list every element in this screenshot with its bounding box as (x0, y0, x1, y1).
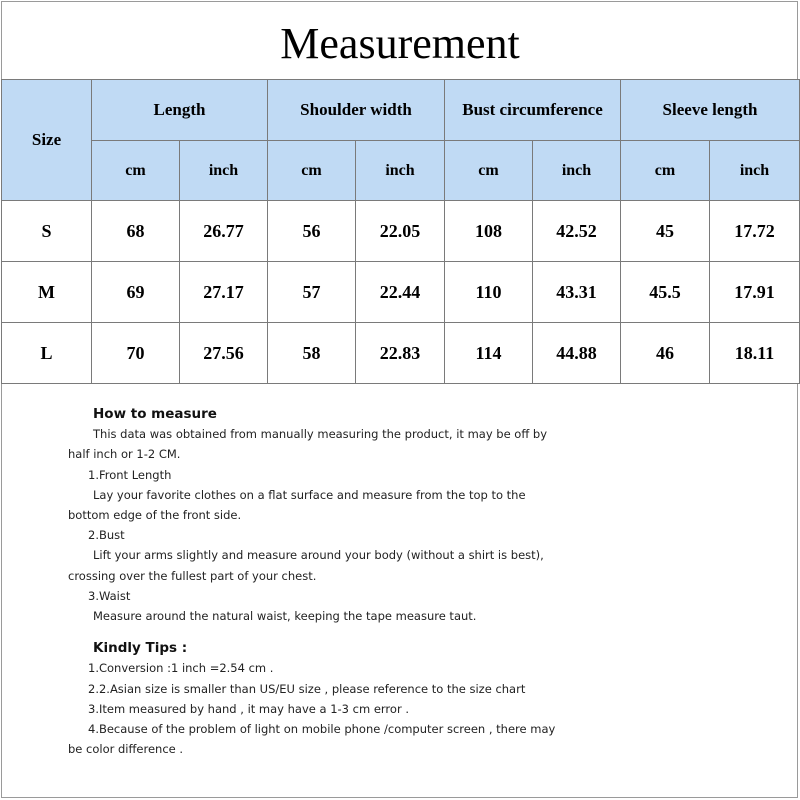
size-header: Size (2, 80, 92, 201)
value-cell: 69 (92, 262, 180, 323)
value-cell: 17.72 (710, 201, 800, 262)
unit-header: inch (533, 141, 621, 201)
value-cell: 56 (268, 201, 356, 262)
value-cell: 22.44 (356, 262, 445, 323)
waist-text: Measure around the natural waist, keeping the tape measure taut. (93, 609, 477, 624)
value-cell: 57 (268, 262, 356, 323)
value-cell: 18.11 (710, 323, 800, 384)
value-cell: 114 (445, 323, 533, 384)
waist-title: 3.Waist (88, 588, 131, 603)
value-cell: 46 (621, 323, 710, 384)
measurement-notes (68, 404, 568, 759)
size-cell: M (2, 262, 92, 323)
value-cell: 45 (621, 201, 710, 262)
intro-text: This data was obtained from manually measuring the product, it may be off by (93, 427, 548, 442)
tip-item: 1.Conversion :1 inch =2.54 cm . (88, 661, 274, 676)
header-row-units (2, 141, 800, 201)
bust-title: 2.Bust (88, 528, 125, 543)
intro-text-cont: half inch or 1-2 CM. (68, 447, 181, 462)
value-cell: 27.56 (180, 323, 268, 384)
bust-text-cont: crossing over the fullest part of your chest. (68, 568, 317, 583)
bust-text: Lift your arms slightly and measure around your body (without a shirt is best), (93, 548, 544, 563)
unit-header: inch (356, 141, 445, 201)
table-row (2, 201, 800, 262)
unit-header: cm (268, 141, 356, 201)
value-cell: 110 (445, 262, 533, 323)
unit-header: inch (180, 141, 268, 201)
tip-item: 3.Item measured by hand , it may have a 1-3 cm error . (88, 701, 409, 716)
tip-item-cont: be color difference . (68, 742, 184, 757)
value-cell: 44.88 (533, 323, 621, 384)
value-cell: 17.91 (710, 262, 800, 323)
group-header-shoulder-width: Shoulder width (268, 80, 445, 141)
value-cell: 43.31 (533, 262, 621, 323)
tip-item: 4.Because of the problem of light on mobile phone /computer screen , there may (88, 722, 556, 737)
value-cell: 68 (92, 201, 180, 262)
value-cell: 108 (445, 201, 533, 262)
group-header-length: Length (92, 80, 268, 141)
header-row-groups (2, 80, 800, 141)
value-cell: 27.17 (180, 262, 268, 323)
unit-header: cm (621, 141, 710, 201)
unit-header: inch (710, 141, 800, 201)
front-length-text: Lay your favorite clothes on a flat surface and measure from the top to the (93, 487, 526, 502)
value-cell: 45.5 (621, 262, 710, 323)
group-header-bust-circumference: Bust circumference (445, 80, 621, 141)
size-cell: S (2, 201, 92, 262)
value-cell: 42.52 (533, 201, 621, 262)
value-cell: 22.83 (356, 323, 445, 384)
group-header-sleeve-length: Sleeve length (621, 80, 800, 141)
value-cell: 70 (92, 323, 180, 384)
tip-item: 2.2.Asian size is smaller than US/EU size , please reference to the size chart (88, 681, 526, 696)
table-row (2, 262, 800, 323)
front-length-text-cont: bottom edge of the front side. (68, 508, 242, 523)
size-chart-table (1, 79, 800, 384)
kindly-tips-heading: Kindly Tips : (93, 640, 188, 657)
unit-header: cm (445, 141, 533, 201)
size-cell: L (2, 323, 92, 384)
value-cell: 22.05 (356, 201, 445, 262)
front-length-title: 1.Front Length (88, 467, 172, 482)
page-title: Measurement (280, 19, 520, 68)
value-cell: 58 (268, 323, 356, 384)
how-to-measure-heading: How to measure (93, 406, 217, 422)
value-cell: 26.77 (180, 201, 268, 262)
table-row (2, 323, 800, 384)
unit-header: cm (92, 141, 180, 201)
